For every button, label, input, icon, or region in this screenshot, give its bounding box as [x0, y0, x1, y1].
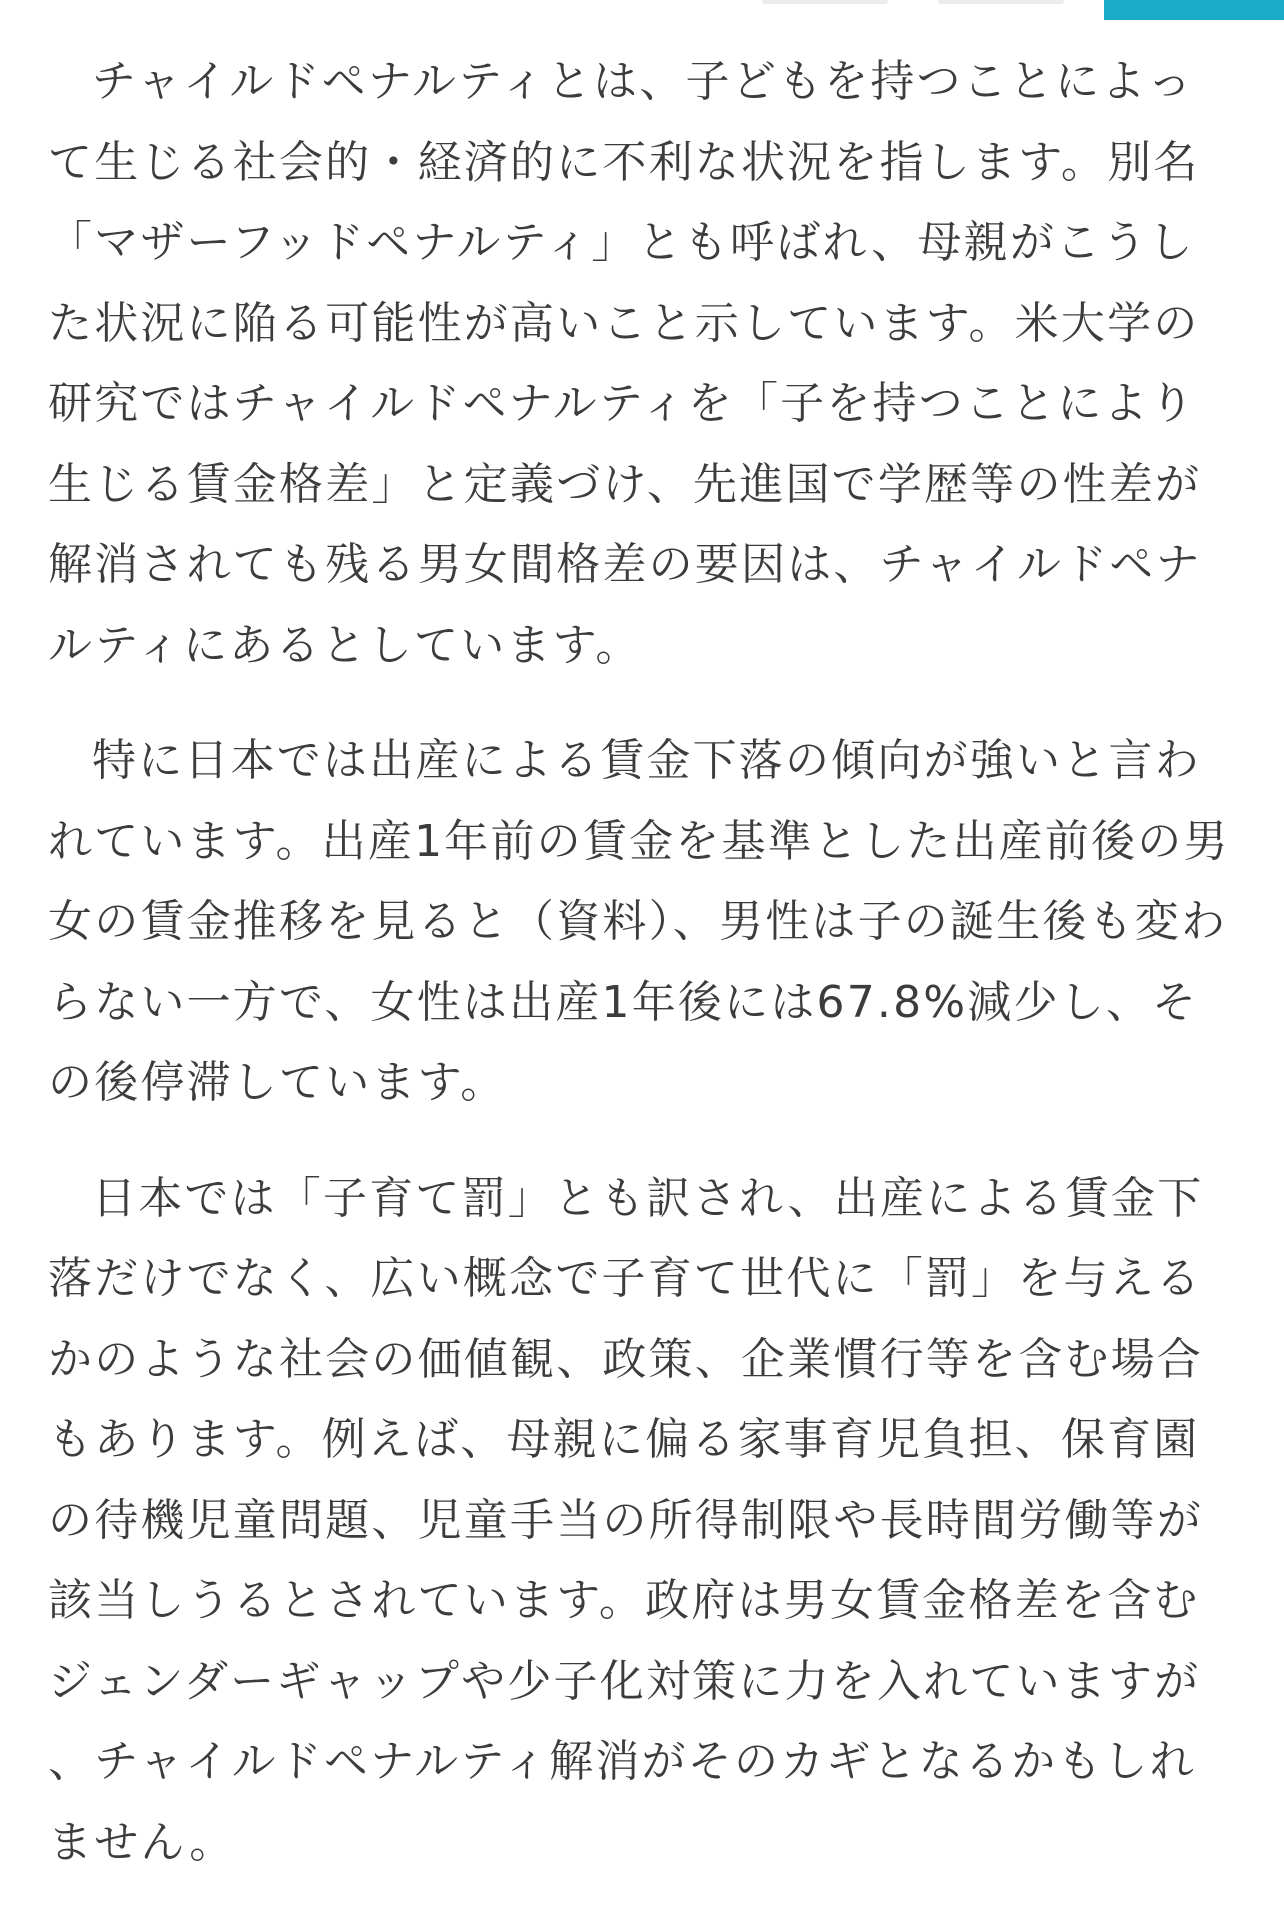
- top-tab[interactable]: [762, 0, 888, 4]
- article-body: [48, 42, 1236, 1883]
- accent-bar: [1104, 0, 1284, 20]
- paragraph-definition: チャイルドペナルティとは、子どもを持つことによって生じる社会的・経済的に不利な状況を指します。別名「マザーフッドペナルティ」とも呼ばれ、母親がこうした状況に陥る可能性が高いこと示しています。米大学の研究ではチャイルドペナルティを「子を持つことにより生じる賃金格差」と定義づけ、先進国で学歴等の性差が解消されても残る男女間格差の要因は、チャイルドペナルティにあるとしています。: [48, 56, 1202, 671]
- top-tab[interactable]: [938, 0, 1064, 4]
- paragraph-japan-wages: 特に日本では出産による賃金下落の傾向が強いと言われています。出産1年前の賃金を基準とした出産前後の男女の賃金推移を見ると（資料）、男性は子の誕生後も変わらない一方で、女性は出産1年後には67.8%減少し、その後停滞しています。: [48, 735, 1230, 1108]
- top-strip: [0, 0, 1284, 22]
- paragraph-child-rearing-penalty: 日本では「子育て罰」とも訳され、出産による賃金下落だけでなく、広い概念で子育て世代に「罰」を与えるかのような社会の価値観、政策、企業慣行等を含む場合もあります。例えば、母親に偏る家事育児負担、保育園の待機児童問題、児童手当の所得制限や長時間労働等が該当しうるとされています。政府は男女賃金格差を含むジェンダーギャップや少子化対策に力を入れていますが、チャイルドペナルティ解消がそのカギとなるかもしれません。: [48, 1172, 1204, 1868]
